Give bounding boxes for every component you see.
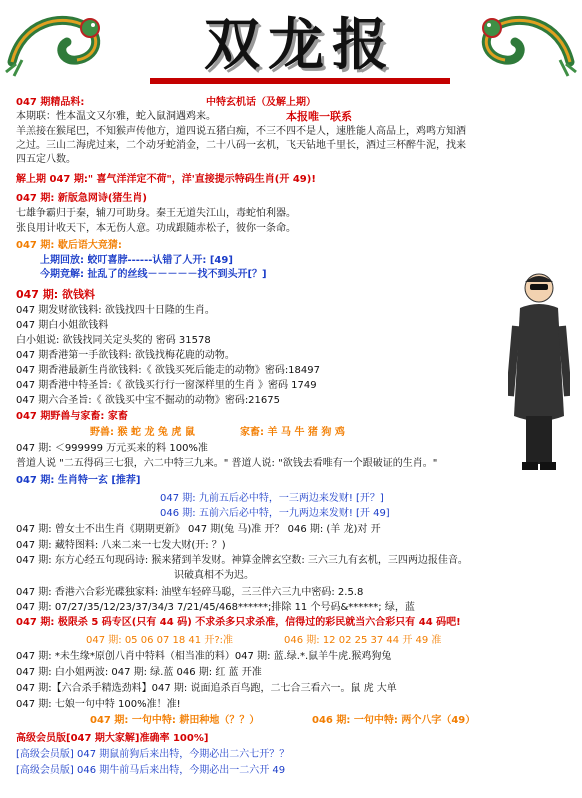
text-line: 047 期: 一句中特: 耕田种地（？？） <box>90 715 260 726</box>
text-line: 本报唯一联系 <box>286 110 352 123</box>
text-line: 中特玄机话（及解上期） <box>206 97 316 108</box>
text-line: 046 期: 一句中特: 两个八字（49） <box>312 715 476 726</box>
text-line: 047 期六合圣旨:《 欲钱买中宝不掘动的动物》密码:21675 <box>16 395 280 406</box>
text-line: 047 期: 九前五后必中特，一三两边来发财! [开？] <box>160 493 384 504</box>
text-line: 识破真相不为迟。 <box>174 570 254 581</box>
text-line: 家畜: 羊 马 牛 猪 狗 鸡 <box>240 427 345 438</box>
text-line: 047 期: 曾女士不出生肖《期期更新》 047 期(兔 马)准 开？ 046 期: (羊 龙)对 开 <box>16 524 381 535</box>
text-line: 047 期: *未生缘*原创八肖中特料（相当准的料）047 期: 蓝.绿.*.鼠羊牛虎.猴鸡狗兔 <box>16 651 392 662</box>
text-line: 羊羔接在猴尾巴，不知猴声传他方，道四说五猪白痴，不三不四不是人，速胜能人高品上，鸡鸣方知酒 <box>16 126 466 137</box>
text-line: 047 期:【六合杀手精选劲料】047 期: 说面追杀百鸟跑，二七合三看六一。鼠 虎 大单 <box>16 683 397 694</box>
text-line: 上期回放: 蛟叮喜脖------认错了人开: [49] <box>40 255 233 266</box>
text-line: 046 期: 五前六后必中特，一九两边来发财! [开 49] <box>160 508 390 519</box>
text-line: 047 期: 七娘一句中特 100%准！准! <box>16 699 181 710</box>
title-underline <box>150 78 450 84</box>
text-line: 047 期: 藏特图料: 八来二来一七发大财(开: ？) <box>16 540 226 551</box>
text-line: 047 期发财欲钱料: 欲钱找四十日隆的生肖。 <box>16 305 215 316</box>
text-line: 047 期: ＜999999 万元买来的料 100%准 <box>16 443 208 454</box>
text-line: 047 期: 极限杀 5 码专区(只有 44 码) 不求杀多只求杀准，信得过的彩民就当六合彩只有 44 码吧! <box>16 617 461 628</box>
text-line: 047 期野兽与家畜: 家畜 <box>16 411 128 422</box>
dragon-left-image <box>2 2 112 84</box>
text-line: 047 期: 05 06 07 18 41 开?:准 <box>86 635 234 646</box>
text-line: 047 期香港中特圣旨:《 欲钱买行行一窗深样里的生肖 》密码 1749 <box>16 380 317 391</box>
text-line: 047 期精品料: <box>16 97 85 108</box>
text-line: 047 期香港最新生肖欲钱料:《 欲钱买死后能走的动物》密码:18497 <box>16 365 320 376</box>
text-line: 张良用计收天下，本无伤人意。功成跟随赤松子，彼你一条命。 <box>16 223 296 234</box>
text-line: 白小姐说: 欲钱找同关定头奖的 密码 31578 <box>16 335 211 346</box>
text-line: 野兽: 猴 蛇 龙 兔 虎 鼠 <box>90 427 195 438</box>
text-line: 047 期: 新版急网诗(猪生肖) <box>16 193 147 204</box>
text-line: 047 期: 生肖特一玄 [推荐] <box>16 475 141 486</box>
text-line: 046 期: 12 02 25 37 44 开 49 准 <box>284 635 442 646</box>
text-line: 047 期: 白小姐两波: 047 期: 绿.蓝 046 期: 红 蓝 开准 <box>16 667 262 678</box>
text-line: 解上期 047 期:" 喜气洋洋定不荷"，洋'直接提示特码生肖(开 49)! <box>16 174 316 185</box>
text-line: 047 期: 欲钱料 <box>16 288 96 301</box>
man-in-robe-image <box>508 266 570 476</box>
text-line: 高级会员版[047 期大家解]准确率 100%] <box>16 733 209 744</box>
masthead <box>0 0 582 92</box>
text-line: 普道人说 "二五得码三七狠，六二中特三九来。" 普道人说: "欲钱去看唯有一个跟破证的生肖。" <box>16 458 438 469</box>
text-line: [高级会员版] 047 期鼠前狗后来出特，今期必出二六七开？？ <box>16 749 290 760</box>
text-line: 047 期: 东方心经五句现码诗: 猴来猪到羊发财。神算金牌玄空数: 三六三九有玄机，三四两边报佳音。 <box>16 555 468 566</box>
text-line: 四五定八数。 <box>16 154 76 165</box>
text-line: 047 期白小姐欲钱料 <box>16 320 109 331</box>
dragon-right-image <box>470 2 580 84</box>
text-line: [高级会员版] 046 期牛前马后来出特，今期必出一二六开 49 <box>16 765 286 776</box>
text-line: 047 期香港第一手欲钱料: 欲钱找梅花鹿的动物。 <box>16 350 235 361</box>
text-line: 今期竞解: 扯乱了的丝线－－－－－找不到头开[？] <box>40 269 267 280</box>
text-line: 047 期: 07/27/35/12/23/37/34/3 7/21/45/468******;排除 11 个号码&******; 绿，蓝 <box>16 602 415 613</box>
text-line: 七雄争霸归于秦，辅刀可助身。秦王无道失江山，毒蛇怕利器。 <box>16 208 296 219</box>
text-line: 047 期: 歇后语大竞猜: <box>16 240 122 251</box>
masthead-title: 双龙报 <box>204 12 396 78</box>
text-line: 本期联：性本温文又尔雅，蛇入鼠洞遇鸡来。 <box>16 111 216 122</box>
text-line: 之过。三山二海虎过来，二个动牙蛇消金，二十八码一玄机，飞天钻地千里长，酒过三杯醉牛泥，找来 <box>16 140 466 151</box>
text-line: 047 期: 香港六合彩光碟独家料: 油壁车轻碎马聪，三三伴六三九中密码: 2.5.8 <box>16 587 364 598</box>
